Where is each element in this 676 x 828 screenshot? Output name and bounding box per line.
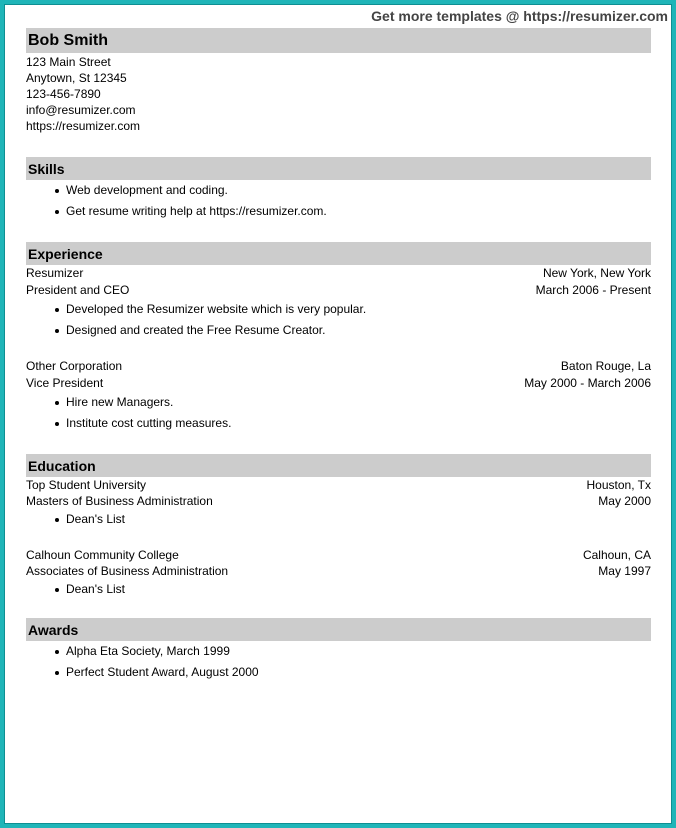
resume-page	[4, 4, 672, 824]
duties-list	[26, 299, 651, 341]
awards-heading: Awards	[26, 618, 651, 641]
list-item	[26, 509, 651, 530]
graduation-date: May 1997	[598, 564, 651, 578]
degree: Associates of Business Administration	[26, 564, 229, 578]
entry-header-row	[26, 358, 651, 375]
honor-text: Dean's List	[66, 512, 125, 526]
award-text: Perfect Student Award, August 2000	[66, 665, 259, 679]
honors-list	[26, 579, 651, 600]
contact-street: 123 Main Street	[26, 55, 111, 69]
contact-website[interactable]: https://resumizer.com	[26, 119, 141, 133]
list-item	[26, 579, 651, 600]
experience-entry	[26, 265, 651, 341]
list-item	[26, 320, 651, 341]
entry-subheader-row	[26, 375, 651, 392]
duty-text: Institute cost cutting measures.	[66, 416, 232, 430]
duty-text: Developed the Resumizer website which is very popular.	[66, 302, 367, 316]
date-range: March 2006 - Present	[535, 283, 651, 297]
entry-subheader-row	[26, 493, 651, 509]
bullet-icon	[55, 401, 59, 405]
skill-text: Web development and coding.	[66, 183, 228, 197]
awards-list	[26, 641, 651, 683]
location: New York, New York	[542, 266, 651, 280]
date-range: May 2000 - March 2006	[524, 376, 651, 390]
contact-phone: 123-456-7890	[26, 87, 101, 101]
location: Houston, Tx	[586, 478, 651, 492]
list-item	[26, 662, 651, 683]
bullet-icon	[55, 329, 59, 333]
employer: Resumizer	[26, 266, 84, 280]
bullet-icon	[55, 650, 59, 654]
bullet-icon	[55, 518, 59, 522]
entry-subheader-row	[26, 282, 651, 299]
education-entry	[26, 477, 651, 530]
list-item	[26, 413, 651, 434]
bullet-icon	[55, 210, 59, 214]
list-item	[26, 392, 651, 413]
honor-text: Dean's List	[66, 582, 125, 596]
school: Top Student University	[26, 478, 147, 492]
resume-name: Bob Smith	[26, 28, 651, 53]
bullet-icon	[55, 671, 59, 675]
skills-heading: Skills	[26, 157, 651, 180]
school: Calhoun Community College	[26, 548, 179, 562]
location: Calhoun, CA	[582, 548, 651, 562]
degree: Masters of Business Administration	[26, 494, 213, 508]
education-entry	[26, 547, 651, 600]
list-item	[26, 201, 651, 222]
duty-text: Designed and created the Free Resume Creator.	[66, 323, 326, 337]
skills-list	[26, 180, 651, 222]
experience-heading: Experience	[26, 242, 651, 265]
watermark-link[interactable]: Get more templates @ https://resumizer.com	[371, 8, 668, 24]
contact-block	[26, 54, 651, 134]
job-title: President and CEO	[26, 283, 130, 297]
award-text: Alpha Eta Society, March 1999	[66, 644, 230, 658]
graduation-date: May 2000	[598, 494, 651, 508]
job-title: Vice President	[26, 376, 104, 390]
duties-list	[26, 392, 651, 434]
contact-email[interactable]: info@resumizer.com	[26, 103, 136, 117]
bullet-icon	[55, 422, 59, 426]
honors-list	[26, 509, 651, 530]
entry-header-row	[26, 477, 651, 493]
list-item	[26, 641, 651, 662]
education-heading: Education	[26, 454, 651, 477]
bullet-icon	[55, 588, 59, 592]
entry-header-row	[26, 547, 651, 563]
list-item	[26, 180, 651, 201]
location: Baton Rouge, La	[560, 359, 651, 373]
experience-entry	[26, 358, 651, 434]
entry-header-row	[26, 265, 651, 282]
entry-subheader-row	[26, 563, 651, 579]
employer: Other Corporation	[26, 359, 123, 373]
duty-text: Hire new Managers.	[66, 395, 174, 409]
skill-text: Get resume writing help at https://resumizer.com.	[66, 204, 327, 218]
bullet-icon	[55, 189, 59, 193]
resume-content	[26, 28, 651, 683]
bullet-icon	[55, 308, 59, 312]
list-item	[26, 299, 651, 320]
contact-city: Anytown, St 12345	[26, 71, 127, 85]
